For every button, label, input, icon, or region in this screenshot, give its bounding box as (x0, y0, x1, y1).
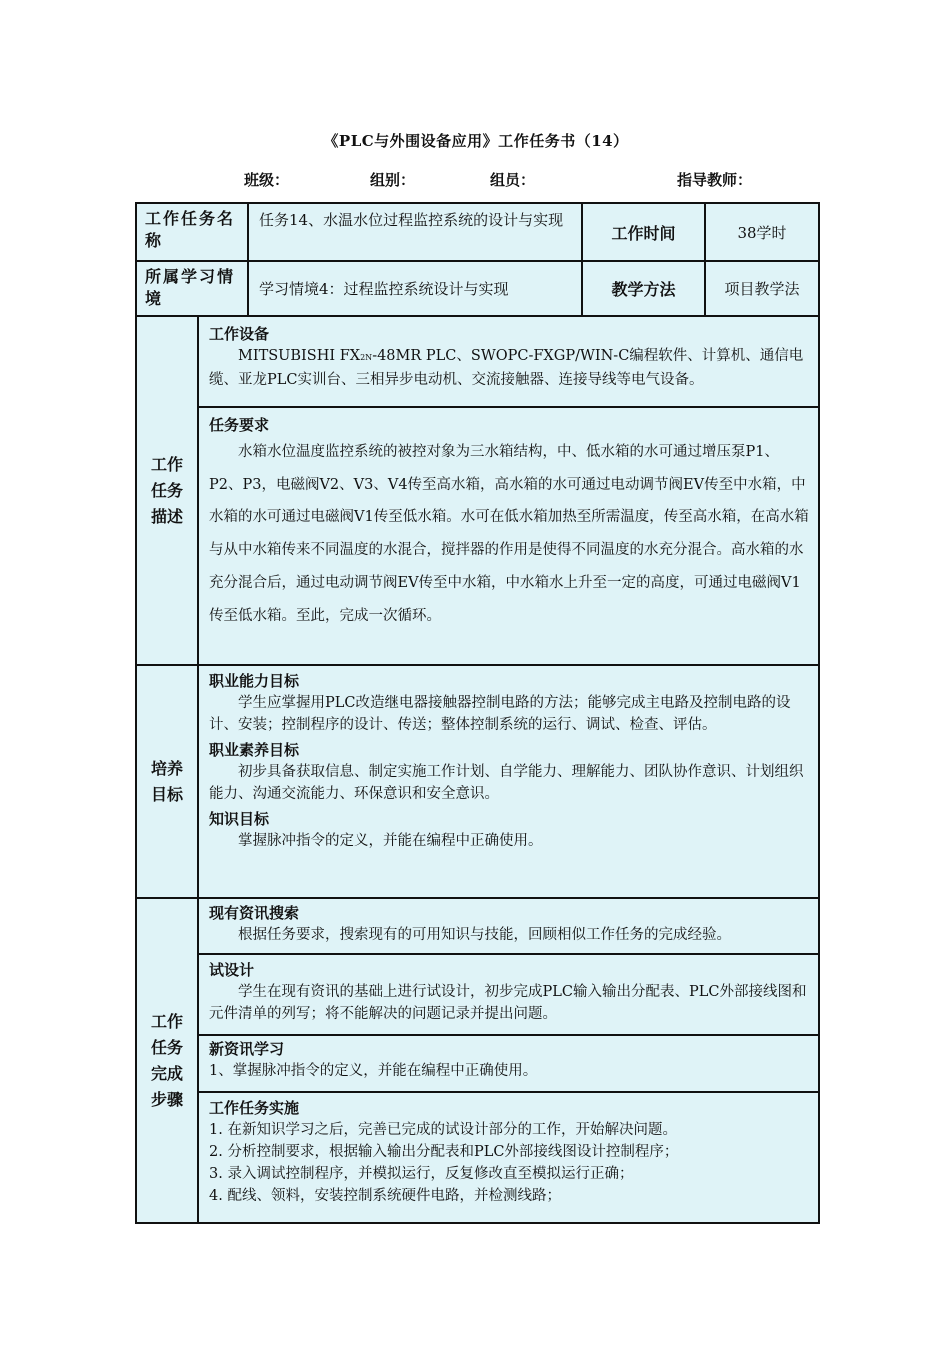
ability-goal-text: 学生应掌握用PLC改造继电器接触器控制电路的方法；能够完成主电路及控制电路的设计、安装；控制程序的设计、传送；整体控制系统的运行、调试、检查、评估。 (209, 695, 791, 733)
equipment-text (209, 345, 810, 391)
search-text: 根据任务要求，搜索现有的可用知识与技能，回顾相似工作任务的完成经验。 (238, 927, 731, 943)
new-info-text: 1、掌握脉冲指令的定义，并能在编程中正确使用。 (209, 1063, 538, 1079)
member-label: 组员： (490, 171, 536, 189)
training-goals-side-label (136, 665, 198, 898)
trial-design-heading: 试设计 (209, 961, 255, 979)
steps-side-text: 工作任务完成步骤 (150, 1011, 183, 1109)
task-name-value: 任务14、水温水位过程监控系统的设计与实现 (248, 203, 582, 261)
implementation-item: 1. 在新知识学习之后，完善已完成的试设计部分的工作，开始解决问题。 (209, 1122, 677, 1138)
teaching-method-value: 项目教学法 (705, 261, 819, 316)
work-time-label: 工作时间 (582, 203, 705, 261)
task-table (135, 202, 820, 1224)
training-goals-cell (198, 665, 819, 898)
quality-goal-heading: 职业素养目标 (209, 741, 300, 759)
search-heading: 现有资讯搜索 (209, 904, 300, 922)
class-label: 班级： (244, 171, 290, 189)
implementation-item: 2. 分析控制要求，根据输入输出分配表和PLC外部接线图设计控制程序； (209, 1144, 679, 1160)
group-label: 组别： (370, 171, 416, 189)
training-goals-side-text: 培养目标 (150, 758, 183, 804)
implementation-cell (198, 1092, 819, 1223)
new-info-heading: 新资讯学习 (209, 1040, 285, 1058)
knowledge-goal-text: 掌握脉冲指令的定义，并能在编程中正确使用。 (238, 833, 543, 849)
new-info-cell (198, 1035, 819, 1092)
teaching-method-label: 教学方法 (582, 261, 705, 316)
requirements-text: 水箱水位温度监控系统的被控对象为三水箱结构，中、低水箱的水可通过增压泵P1、P2、P3，电磁阀V2、V3、V4传至高水箱，高水箱的水可通过电动调节阀EV传至中水箱，中水箱的水可通过电磁阀V1传至低水箱。水可在低水箱加热至所需温度，传至高水箱，在高水箱与从中水箱传来不同温度的水混合，搅拌器的作用是使得不同温度的水充分混合。高水箱的水充分混合后，通过电动调节阀EV传至中水箱，中水箱水上升至一定的高度，可通过电磁阀V1传至低水箱。至此，完成一次循环。 (209, 444, 809, 624)
equipment-heading: 工作设备 (209, 325, 270, 343)
learning-context-value: 学习情境4：过程监控系统设计与实现 (248, 261, 582, 316)
steps-side-label (136, 898, 198, 1223)
task-description-side-label (136, 316, 198, 665)
equipment-text-a: MITSUBISHI FX (238, 348, 361, 364)
equipment-cell (198, 316, 819, 407)
requirements-heading: 任务要求 (209, 416, 270, 434)
task-name-label: 工作任务名称 (136, 203, 248, 261)
trial-design-text: 学生在现有资讯的基础上进行试设计，初步完成PLC输入输出分配表、PLC外部接线图和元件清单的列写；将不能解决的问题记录并提出问题。 (209, 984, 807, 1022)
page-title: 《PLC与外围设备应用》工作任务书（14） (323, 132, 629, 150)
requirements-cell (198, 407, 819, 665)
implementation-heading: 工作任务实施 (209, 1099, 300, 1117)
teacher-label: 指导教师： (677, 171, 753, 189)
ability-goal-heading: 职业能力目标 (209, 672, 300, 690)
learning-context-label: 所属学习情境 (136, 261, 248, 316)
implementation-item: 4. 配线、领料，安装控制系统硬件电路，并检测线路； (209, 1188, 561, 1204)
quality-goal-text: 初步具备获取信息、制定实施工作计划、自学能力、理解能力、团队协作意识、计划组织能力、沟通交流能力、环保意识和安全意识。 (209, 764, 804, 802)
task-description-side-text: 工作任务描述 (150, 454, 183, 526)
search-cell (198, 898, 819, 954)
work-time-value: 38学时 (705, 203, 819, 261)
equipment-subscript: 2N (360, 353, 373, 362)
implementation-item: 3. 录入调试控制程序，并模拟运行，反复修改直至模拟运行正确； (209, 1166, 634, 1182)
trial-design-cell (198, 954, 819, 1035)
equipment-text-b: -48MR PLC、SWOPC-FXGP/WIN-C编程软件、计算机、通信电缆、亚龙PLC实训台、三相异步电动机、交流接触器、连接导线等电气设备。 (209, 348, 804, 388)
knowledge-goal-heading: 知识目标 (209, 810, 270, 828)
